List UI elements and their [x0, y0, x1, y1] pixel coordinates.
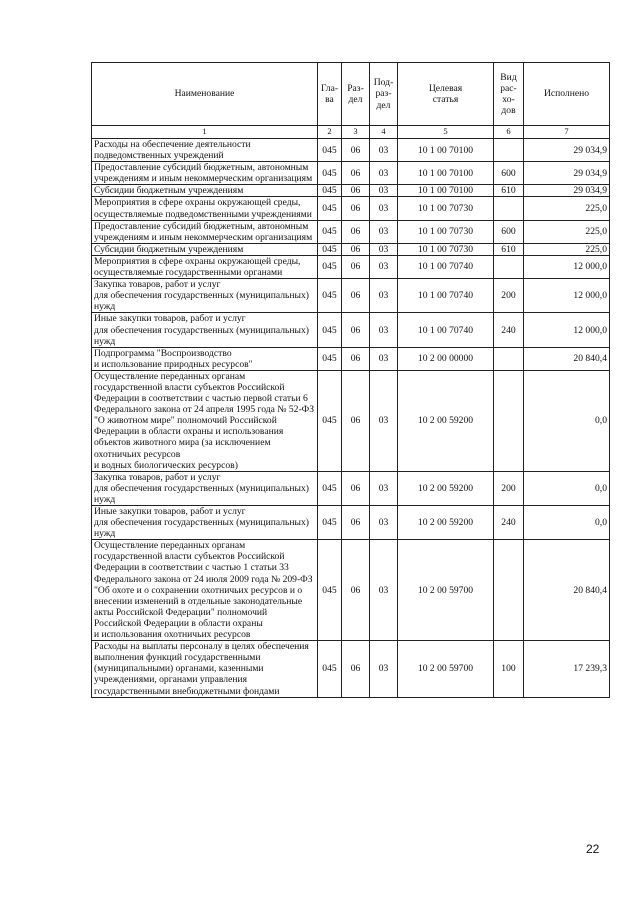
cell-glava: 045 — [318, 255, 342, 278]
cell-razdel: 06 — [342, 197, 370, 220]
cell-amount: 20 840,4 — [524, 347, 610, 370]
cell-target: 10 1 00 70100 — [398, 139, 494, 162]
table-row — [92, 313, 610, 347]
cell-razdel: 06 — [342, 641, 370, 697]
cell-vid — [494, 540, 524, 641]
cell-glava: 045 — [318, 506, 342, 540]
cell-vid: 600 — [494, 162, 524, 185]
header-name: Наименование — [92, 63, 318, 126]
cell-target: 10 1 00 70740 — [398, 255, 494, 278]
cell-vid: 610 — [494, 185, 524, 197]
cell-name: Предоставление субсидий бюджетным, автономным учреждениям и иным некоммерческим организациям — [92, 220, 318, 243]
cell-amount: 225,0 — [524, 220, 610, 243]
cell-podrazdel: 03 — [370, 347, 398, 370]
cell-amount: 12 000,0 — [524, 313, 610, 347]
cell-podrazdel: 03 — [370, 279, 398, 313]
cell-podrazdel: 03 — [370, 220, 398, 243]
cell-podrazdel: 03 — [370, 313, 398, 347]
cell-vid: 100 — [494, 641, 524, 697]
cell-vid — [494, 255, 524, 278]
table-row — [92, 347, 610, 370]
cell-amount: 0,0 — [524, 471, 610, 505]
cell-target: 10 1 00 70100 — [398, 185, 494, 197]
header-target: Целевая статья — [398, 63, 494, 126]
cell-name: Закупка товаров, работ и услуг для обеспечения государственных (муниципальных) нужд — [92, 471, 318, 505]
cell-glava: 045 — [318, 347, 342, 370]
cell-glava: 045 — [318, 471, 342, 505]
cell-target: 10 2 00 59200 — [398, 506, 494, 540]
cell-glava: 045 — [318, 220, 342, 243]
table-row — [92, 279, 610, 313]
table-row — [92, 471, 610, 505]
cell-amount: 29 034,9 — [524, 139, 610, 162]
cell-vid: 200 — [494, 279, 524, 313]
cell-amount: 0,0 — [524, 370, 610, 471]
header-razdel: Раз- дел — [342, 63, 370, 126]
cell-glava: 045 — [318, 243, 342, 255]
cell-name: Предоставление субсидий бюджетным, автономным учреждениям и иным некоммерческим организациям — [92, 162, 318, 185]
cell-razdel: 06 — [342, 139, 370, 162]
cell-glava: 045 — [318, 279, 342, 313]
column-number: 6 — [494, 126, 524, 139]
cell-glava: 045 — [318, 197, 342, 220]
cell-podrazdel: 03 — [370, 370, 398, 471]
column-number-row — [92, 126, 610, 139]
cell-glava: 045 — [318, 370, 342, 471]
cell-target: 10 1 00 70740 — [398, 279, 494, 313]
cell-glava: 045 — [318, 185, 342, 197]
cell-razdel: 06 — [342, 506, 370, 540]
cell-razdel: 06 — [342, 471, 370, 505]
cell-razdel: 06 — [342, 243, 370, 255]
table-row — [92, 243, 610, 255]
cell-target: 10 1 00 70730 — [398, 243, 494, 255]
cell-podrazdel: 03 — [370, 197, 398, 220]
column-number: 2 — [318, 126, 342, 139]
cell-vid: 600 — [494, 220, 524, 243]
column-number: 4 — [370, 126, 398, 139]
cell-vid: 610 — [494, 243, 524, 255]
cell-razdel: 06 — [342, 220, 370, 243]
cell-razdel: 06 — [342, 313, 370, 347]
cell-amount: 225,0 — [524, 197, 610, 220]
cell-target: 10 2 00 00000 — [398, 347, 494, 370]
column-number: 5 — [398, 126, 494, 139]
cell-name: Подпрограмма "Воспроизводство и использование природных ресурсов" — [92, 347, 318, 370]
table-row — [92, 370, 610, 471]
header-vid: Вид рас- хо- дов — [494, 63, 524, 126]
header-glava: Гла- ва — [318, 63, 342, 126]
table-row — [92, 185, 610, 197]
cell-target: 10 1 00 70730 — [398, 220, 494, 243]
cell-vid: 240 — [494, 313, 524, 347]
cell-razdel: 06 — [342, 347, 370, 370]
cell-vid — [494, 197, 524, 220]
cell-amount: 225,0 — [524, 243, 610, 255]
cell-podrazdel: 03 — [370, 139, 398, 162]
table-row — [92, 540, 610, 641]
column-number: 3 — [342, 126, 370, 139]
cell-target: 10 2 00 59200 — [398, 370, 494, 471]
cell-target: 10 1 00 70740 — [398, 313, 494, 347]
cell-razdel: 06 — [342, 185, 370, 197]
cell-name: Осуществление переданных органам государственной власти субъектов Российской Федерации в соответствии с частью 1 статьи 33 Федерального закона от 24 июля 2009 года № 209-ФЗ "Об охоте и о сохранении охотничьих ресурсов и о внесении изменений в отдельные законодательные акты Российской Федерации" полномочий Российской Федерации в области охраны и использования охотничьих ресурсов — [92, 540, 318, 641]
cell-amount: 0,0 — [524, 506, 610, 540]
cell-target: 10 2 00 59200 — [398, 471, 494, 505]
cell-podrazdel: 03 — [370, 641, 398, 697]
cell-target: 10 2 00 59700 — [398, 641, 494, 697]
cell-glava: 045 — [318, 540, 342, 641]
cell-amount: 12 000,0 — [524, 255, 610, 278]
cell-name: Субсидии бюджетным учреждениям — [92, 185, 318, 197]
cell-name: Закупка товаров, работ и услуг для обеспечения государственных (муниципальных) нужд — [92, 279, 318, 313]
cell-podrazdel: 03 — [370, 255, 398, 278]
table-row — [92, 139, 610, 162]
cell-podrazdel: 03 — [370, 506, 398, 540]
cell-amount: 29 034,9 — [524, 185, 610, 197]
cell-amount: 17 239,3 — [524, 641, 610, 697]
cell-razdel: 06 — [342, 279, 370, 313]
table-row — [92, 641, 610, 697]
cell-podrazdel: 03 — [370, 185, 398, 197]
cell-target: 10 2 00 59700 — [398, 540, 494, 641]
cell-podrazdel: 03 — [370, 243, 398, 255]
cell-name: Осуществление переданных органам государственной власти субъектов Российской Федерации в соответствии с частью первой статьи 6 Федерального закона от 24 апреля 1995 года № 52-ФЗ "О животном мире" полномочий Российской Федерации в области охраны и использования объектов животного мира (за исключением охотничьих ресурсов и водных биологических ресурсов) — [92, 370, 318, 471]
cell-glava: 045 — [318, 313, 342, 347]
header-podrazdel: Под- раз- дел — [370, 63, 398, 126]
cell-razdel: 06 — [342, 370, 370, 471]
cell-amount: 12 000,0 — [524, 279, 610, 313]
cell-name: Мероприятия в сфере охраны окружающей среды, осуществляемые государственными органами — [92, 255, 318, 278]
cell-amount: 29 034,9 — [524, 162, 610, 185]
cell-name: Иные закупки товаров, работ и услуг для обеспечения государственных (муниципальных) нужд — [92, 313, 318, 347]
cell-name: Расходы на выплаты персоналу в целях обеспечения выполнения функций государственными (муниципальными) органами, казенными учреждениями, органами управления государственными внебюджетными фондами — [92, 641, 318, 697]
table-row — [92, 162, 610, 185]
cell-name: Субсидии бюджетным учреждениям — [92, 243, 318, 255]
budget-table — [91, 62, 610, 698]
cell-vid — [494, 139, 524, 162]
cell-vid — [494, 370, 524, 471]
cell-amount: 20 840,4 — [524, 540, 610, 641]
cell-podrazdel: 03 — [370, 540, 398, 641]
cell-razdel: 06 — [342, 540, 370, 641]
table-row — [92, 506, 610, 540]
column-number: 7 — [524, 126, 610, 139]
cell-vid: 240 — [494, 506, 524, 540]
table-row — [92, 197, 610, 220]
page-number: 22 — [586, 842, 600, 856]
cell-vid — [494, 347, 524, 370]
cell-podrazdel: 03 — [370, 471, 398, 505]
cell-target: 10 1 00 70730 — [398, 197, 494, 220]
cell-glava: 045 — [318, 139, 342, 162]
cell-name: Расходы на обеспечение деятельности подведомственных учреждений — [92, 139, 318, 162]
cell-razdel: 06 — [342, 162, 370, 185]
cell-vid: 200 — [494, 471, 524, 505]
cell-name: Мероприятия в сфере охраны окружающей среды, осуществляемые подведомственными учреждениями — [92, 197, 318, 220]
cell-target: 10 1 00 70100 — [398, 162, 494, 185]
cell-glava: 045 — [318, 641, 342, 697]
table-row — [92, 255, 610, 278]
cell-glava: 045 — [318, 162, 342, 185]
header-done: Исполнено — [524, 63, 610, 126]
cell-podrazdel: 03 — [370, 162, 398, 185]
header-row — [92, 63, 610, 126]
cell-razdel: 06 — [342, 255, 370, 278]
table-row — [92, 220, 610, 243]
column-number: 1 — [92, 126, 318, 139]
cell-name: Иные закупки товаров, работ и услуг для обеспечения государственных (муниципальных) нужд — [92, 506, 318, 540]
